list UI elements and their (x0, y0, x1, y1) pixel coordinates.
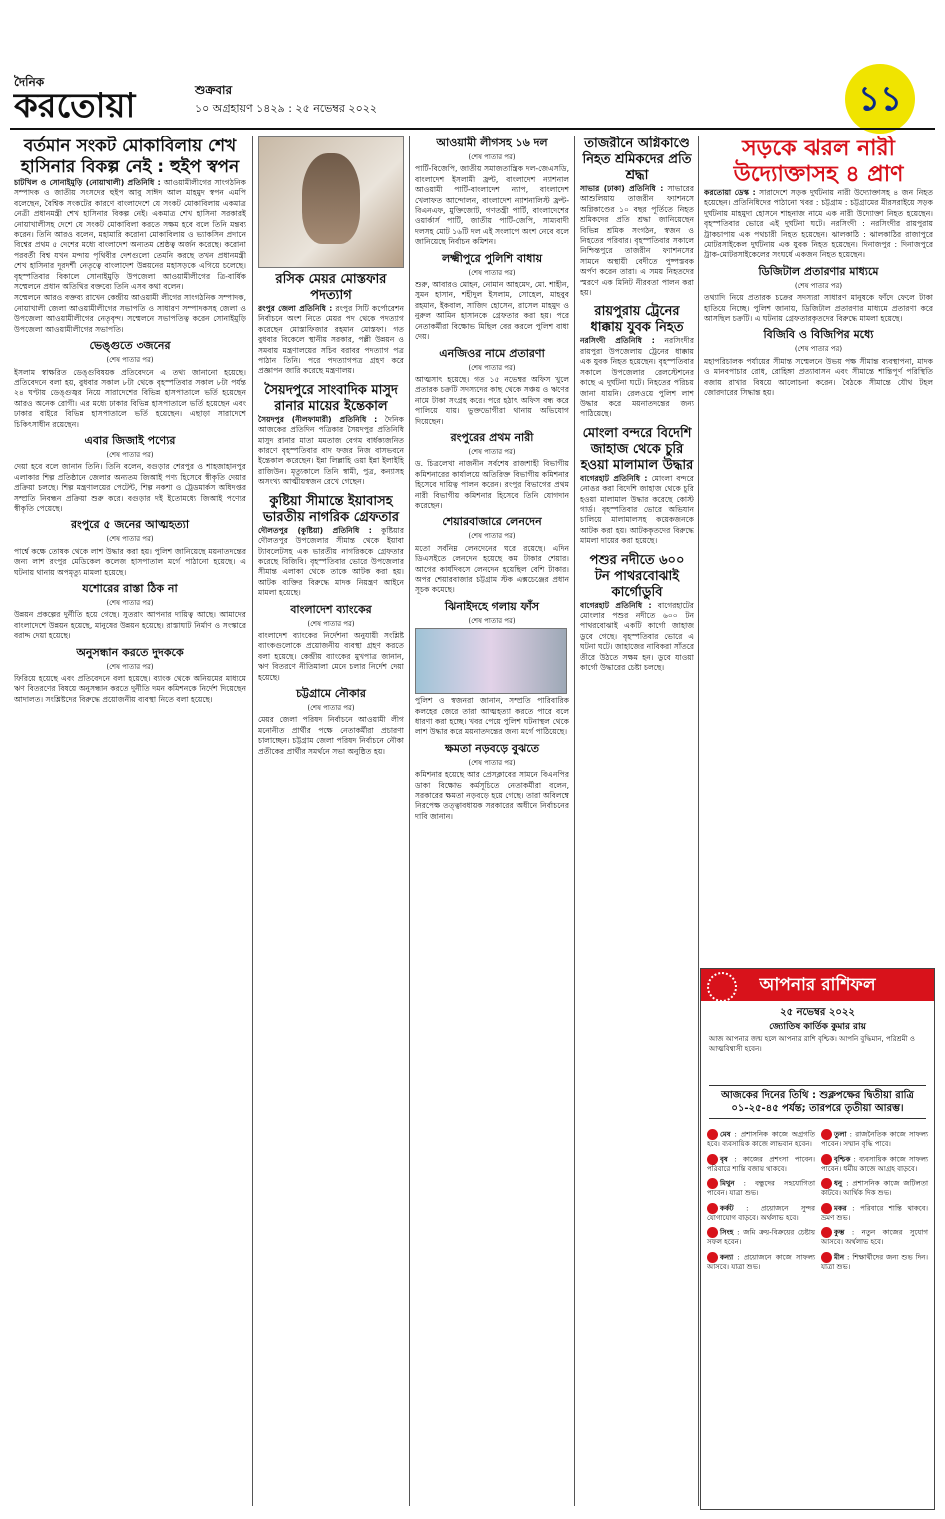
byline: রংপুর জেলা প্রতিনিধি : (258, 304, 333, 313)
aries-icon (707, 1129, 718, 1140)
sign-item: মেষ : প্রশাসনিক কাজে অগ্রগতি হবে। ব্যবসায়িক কাজে লাভবান হবেন। (707, 1130, 816, 1148)
weekday: শুক্রবার (195, 83, 233, 97)
sagittarius-icon (821, 1178, 832, 1189)
article-body: সাভারের আশুলিয়ায় তাজরীন ফ্যাশনসে অগ্নিকাণ্ডের ১০ বছর পূর্তিতে নিহত শ্রমিকদের প্রতি শ্রদ্ধা জানিয়েছেন বিভিন্ন শ্রমিক সংগঠন, স্বজন ও নিহতের পরিবার। বৃহস্পতিবার সকালে নিশ্চিন্তপুরে তাজরীন ফ্যাশনসের সামনে অস্থায়ী বেদীতে পুষ্পস্তবক অর্পণ করেন তারা। এ সময় নিহতদের স্মরণে এক মিনিট নীরবতা পালন করা হয়। (580, 184, 694, 298)
column-divider (409, 136, 410, 1506)
sign-item: বৃশ্চিক : ব্যবসায়িক কাজে সাফল্য পাবেন। ধর্মীয় কাজে আগ্রহ বাড়বে। (821, 1155, 929, 1173)
zodiac-wheel-icon (707, 972, 737, 1002)
portrait-figure (302, 153, 360, 244)
continued-label: (শেষ পাতার পর) (468, 363, 516, 372)
article-body: ড. চিত্রলেখা নাজনীন সর্বশেষ রাজশাহী বিভাগীয় কমিশনারের কার্যালয়ে অতিরিক্ত বিভাগীয় কমিশনার হিসেবে দায়িত্ব পালন করেন। রংপুর বিভাগের প্রথম নারী বিভাগীয় কমিশনার হিসেবে তিনি যোগদান করেছেন। (415, 459, 569, 510)
subhead-gi-product: এবার জিজাই পণ্যের (84, 433, 176, 447)
article-body: দৈনিক আজকের প্রতিদিন পত্রিকার সৈয়দপুর প্রতিনিধি মাসুদ রানার মাতা মমতাজ বেগম বার্ধক্যজনিত কারণে বৃহস্পতিবার বাদ ফজর নিজ বাসভবনে ইন্তেকাল করেছেন। ইন্না লিল্লাহি ওয়া ইন্না ইলাইহি রাজিউন। মৃত্যুকালে তিনি স্বামী, পুত্র, কন্যাসহ অসংখ্য আত্মীয়স্বজন রেখে গেছেন। (258, 414, 404, 487)
subhead-jhenaidah: ঝিনাইদহে গলায় ফাঁস (444, 599, 540, 613)
sign-item: সিংহ : জমি ক্রয়-বিক্রয়ের চেষ্টায় সফল হবেন। (707, 1228, 815, 1246)
column-divider (574, 136, 575, 1506)
horoscope-author: জ্যোতিষ কার্তিক কুমার রায় (769, 1022, 866, 1032)
horoscope-title: আপনার রাশিফল (759, 975, 876, 995)
subhead-laxmipur-police: লক্ষ্মীপুরে পুলিশি বাধায় (441, 251, 543, 265)
byline: বাগেরহাট প্রতিনিধি : (580, 600, 652, 610)
headline-raipura-train: রায়পুরায় ট্রেনের ধাক্কায় যুবক নিহত (590, 304, 684, 336)
masthead-rule (10, 128, 935, 130)
sign-item: মকর : পরিবারে শান্তি থাকবে। ভ্রমণ শুভ। (821, 1204, 928, 1222)
article-body: আওয়ামীলীগের সাংগঠনিক সম্পাদক ও জাতীয় সংসদের হুইপ আবু সাঈদ আল মাহমুদ স্বপন এমপি বলেছেন, বৈশ্বিক সংকটের কারণে বাংলাদেশে যে সংকট মোকাবিলায় একমাত্র নেত্রী প্রধানমন্ত্রী শেখ হাসিনার বিকল্প নেই। একমাত্র শেখ হাসিনা সরকারই নোয়াখালীসহ দেশে যে সংকট মোকাবিলা করতে সক্ষম হবে বলে তিনি মন্তব্য করেন। তিনি আরও বলেন, মহামারি করোনা মোকাবিলায় ও ভ্যাকসিন প্রদানে বিশ্বের প্রথম ৫ দেশের মধ্যে বাংলাদেশ অন্যতম শ্রেষ্ঠত্ব অর্জন করেছে। করোনা পরবর্তী বিশ্ব যখন মন্দায় পৃথিবীর দেশগুলো তেমনি করছে তখন প্রধানমন্ত্রী শেখ হাসিনার দূরদর্শী নেতৃত্বে বাংলাদেশ উন্নয়নের মহাসড়কে এগিয়ে চলেছে। বৃহস্পতিবার বিকালে সোনাইমুড়ি উপজেলা আওয়ামীলীগের ত্রি-বার্ষিক সম্মেলনে প্রধান অতিথির বক্তব্যে তিনি এসব কথা বলেন। (14, 178, 246, 292)
article-body: বাংলাদেশ ব্যাংকের নির্দেশনা অনুযায়ী সংশ্লিষ্ট ব্যাংকগুলোকে প্রয়োজনীয় ব্যবস্থা গ্রহণ করতে বলা হয়েছে। কেন্দ্রীয় ব্যাংকের মুখপাত্র জানান, ঋণ বিতরণে নীতিমালা মেনে চলার নির্দেশ দেয়া হয়েছে। (258, 630, 404, 682)
scorpio-icon (821, 1154, 832, 1165)
article-body: পার্শ্বে কক্ষে তোষক থেকে লাশ উদ্ধার করা হয়। পুলিশ জানিয়েছে ময়নাতদন্তের জন্য লাশ রংপুর মেডিকেল কলেজ হাসপাতাল মর্গে পাঠানো হয়েছে। এ ঘটনায় থানায় অপমৃত্যু মামলা হয়েছে। (14, 546, 246, 577)
byline: সাভার (ঢাকা) প্রতিনিধি : (580, 184, 664, 193)
column-divider (252, 136, 253, 1506)
continued-label: (শেষ পাতার পর) (307, 703, 355, 712)
sign-item: মিথুন : বন্ধুদের সহযোগিতা পাবেন। যাত্রা শুভ। (707, 1179, 816, 1197)
continued-label: (শেষ পাতার পর) (794, 281, 843, 290)
continued-label: (শেষ পাতার পর) (106, 356, 154, 365)
byline: সৈয়দপুর (নীলফামারী) প্রতিনিধি : (258, 414, 378, 424)
issue-date: ১০ অগ্রহায়ণ ১৪২৯ : ২৫ নভেম্বর ২০২২ (195, 102, 378, 115)
headline-hasina: বর্তমান সংকট মোকাবিলায় শেখ হাসিনার বিকল্প নেই : হুইপ স্বপন (20, 136, 240, 177)
article-body: তথ্যাদি নিয়ে প্রতারক চক্রের সদস্যরা সাধারণ মানুষকে ফাঁদে ফেলে টাকা হাতিয়ে নিচ্ছে। পুলিশ জানায়, ডিজিটাল প্রতারণার মাধ্যমে প্রতারণা করে আসছিল চক্রটি। এ ঘটনায় গ্রেফতারকৃতদের বিরুদ্ধে মামলা হয়েছে। (704, 293, 933, 324)
newspaper-logo (10, 72, 180, 130)
continued-label: (শেষ পাতার পর) (794, 345, 843, 354)
horoscope-signs-left (707, 1129, 815, 1499)
continued-label: (শেষ পাতার পর) (106, 535, 154, 544)
subhead-acc: অনুসন্ধান করতে দুদককে (76, 645, 184, 659)
logo-small-text: দৈনিক (14, 75, 45, 89)
leo-icon (707, 1227, 718, 1238)
subhead-bgb-bgp: বিজিবি ও বিজিপির মধ্যে (763, 328, 874, 342)
subhead-rangpur-suicide: রংপুরে ৫ জনের আত্মহত্যা (70, 518, 190, 532)
subhead-dengue: ভেঙ্গুতে ৩জনের (89, 339, 171, 353)
article-body: সারাদেশে সড়ক দুর্ঘটনায় নারী উদ্যোক্তাসহ ৪ জন নিহত হয়েছেন। প্রতিনিধিদের পাঠানো খবর : চট্টগ্রাম : চট্টগ্রামের মীরসরাইয়ে সড়ক দুর্ঘটনায় মাহমুদা হোসনে শাহনাজ নামে এক নারী উদ্যোক্তা নিহত হয়েছেন। বৃহস্পতিবার ভোরে এই দুর্ঘটনা ঘটে। নরসিংদী : নরসিংদীর রায়পুরায় ট্রাকচাপায় এক পথচারী নিহত হয়েছেন। ঝালকাঠি : ঝালকাঠির রাজাপুরে মোটরসাইকেল দুর্ঘটনায় এক যুবক নিহত হয়েছেন। দিনাজপুর : দিনাজপুরে ট্রাক-মোটরসাইকেলের সংঘর্ষে একজন নিহত হয়েছেন। (704, 188, 933, 260)
subhead-digital-fraud: ডিজিটাল প্রতারণার মাধ্যমে (758, 264, 879, 278)
article-body: মেয়র জেলা পরিষদ নির্বাচনে আওয়ামী লীগ মনোনীত প্রার্থীর পক্ষে নেতাকর্মীরা প্রচারণা চালাচ্ছেন। চট্টগ্রাম জেলা পরিষদ নির্বাচনে নৌকা প্রতীকের প্রার্থীর সমর্থনে সভা অনুষ্ঠিত হয়। (258, 715, 404, 756)
logo-title: করতোয়া (14, 86, 136, 126)
article-body: নরসিংদীর রায়পুরা উপজেলায় ট্রেনের ধাক্কায় এক যুবক নিহত হয়েছেন। বৃহস্পতিবার সকালে উপজেলার রেলস্টেশনের কাছে এ দুর্ঘটনা ঘটে। নিহতের পরিচয় জানা যায়নি। রেলওয়ে পুলিশ লাশ উদ্ধার করে ময়নাতদন্তের জন্য পাঠিয়েছে। (580, 336, 694, 419)
sign-item: ধনু : প্রশাসনিক কাজে জটিলতা কাটবে। আর্থিক দিক শুভ। (821, 1179, 928, 1197)
article-body: ইসলাম স্বাক্ষরিত ডেঙ্গুবিষয়ক প্রতিবেদনে এ তথ্য জানানো হয়েছে। প্রতিবেদনে বলা হয়, বুধবার সকাল ৮টা থেকে বৃহস্পতিবার সকাল ৮টা পর্যন্ত ২৪ ঘণ্টায় ডেঙ্গুজ্বর নিয়ে সারাদেশের বিভিন্ন হাসপাতালে ভর্তি হয়েছেন আরও অনেক রোগী। এর মধ্যে ঢাকার বিভিন্ন হাসপাতালে ভর্তি হয়েছেন এবং ঢাকার বাইরে বিভিন্ন হাসপাতালে ভর্তি হয়েছেন। এছাড়া সারাদেশে চিকিৎসাধীন রয়েছেন। (14, 367, 246, 429)
subhead-jessore-road: যশোরের রাস্তা ঠিক না (82, 582, 178, 595)
horoscope-header (701, 969, 934, 1001)
column-4 (580, 136, 694, 1508)
headline-tazreen: তাজরীনে অগ্নিকাণ্ডে নিহত শ্রমিকদের প্রতি শ্রদ্ধা (582, 136, 692, 183)
article-body: বাগেরহাটের মোংলার পশুর নদীতে ৬০০ টন পাথরবোঝাই একটি কার্গো জাহাজ ডুবে গেছে। বৃহস্পতিবার ভোরে এ ঘটনা ঘটে। জাহাজের নাবিকরা সাঁতরে তীরে উঠতে সক্ষম হন। ডুবে যাওয়া কার্গো উদ্ধারের চেষ্টা চলছে। (580, 600, 694, 672)
article-body: মতো সর্বনিম্ন লেনদেনের ঘরে রয়েছে। এদিন ডিএসইতে লেনদেন হয়েছে কম টাকার শেয়ার। আগের কার্যদিবসে লেনদেন হয়েছিল বেশি টাকার। অপর শেয়ারবাজার চট্টগ্রাম স্টক এক্সচেঞ্জের প্রধান সূচক কমেছে। (415, 543, 569, 595)
cancer-icon (707, 1203, 718, 1214)
article-body: সম্মেলনে আরও বক্তব্য রাখেন কেন্দ্রীয় আওয়ামী লীগের সাংগঠনিক সম্পাদক, নোয়াখালী জেলা আওয়ামীলীগের সভাপতি ও সাধারণ সম্পাদকসহ জেলা ও উপজেলা আওয়ামীলীগের নেতৃবৃন্দ। সম্মেলনে সভাপতিত্ব করেন সোনাইমুড়ি উপজেলা আওয়ামীলীগের সভাপতি। (14, 293, 246, 334)
subhead-ngo-fraud: এনজিওর নামে প্রতারণা (439, 346, 545, 360)
libra-icon (821, 1129, 832, 1140)
sign-item: কন্যা : প্রয়োজনে কাজে সাফল্য আসবে। যাত্রা শুভ। (707, 1253, 815, 1271)
article-body: পার্টি-বিজেপি, জাতীয় সমাজতান্ত্রিক দল-জেএসডি, বাংলাদেশ ইসলামী ফ্রন্ট, বাংলাদেশ ন্যাশনাল আওয়ামী পার্টি-বাংলাদেশ ন্যাপ, বাংলাদেশ খেলাফত আন্দোলন, বাংলাদেশ ন্যাশনালিস্ট ফ্রন্ট-বিএনএফ, মুক্তিজোট, গণতন্ত্রী পার্টি, বাংলাদেশের ওয়ার্কার্স পার্টি, জাতীয় পার্টি-জেপি, সাম্যবাদী দলসহ মোট ১৬টি দল এই সংলাপে অংশ নেবে বলে জানিয়েছে নির্বাচন কমিশন। (415, 164, 569, 247)
continued-label: (শেষ পাতার পর) (468, 532, 516, 541)
horoscope-box (700, 968, 935, 1510)
article-body: ফিরিয়ে হয়েছে এবং প্রতিবেদনে বলা হয়েছে। ব্যাংক থেকে অনিয়মের মাধ্যমে ঋণ বিতরণের বিষয়ে অনুসন্ধান করতে দুর্নীতি দমন কমিশনকে নির্দেশ দিয়েছেন আদালত। সংশ্লিষ্টদের বিরুদ্ধে প্রয়োজনীয় ব্যবস্থা নিতে বলা হয়েছে। (14, 674, 246, 704)
sign-item: মীন : শিক্ষার্থীদের জন্য শুভ দিন। যাত্রা শুভ। (821, 1253, 928, 1271)
couple-photo (415, 628, 567, 694)
article-body: মোংলা বন্দরে নোঙর করা বিদেশি জাহাজ থেকে চুরি হওয়া মালামাল উদ্ধার করেছে কোস্ট গার্ড। বৃহস্পতিবার ভোরে অভিযান চালিয়ে মালামালসহ কয়েকজনকে আটক করা হয়। আটককৃতদের বিরুদ্ধে মামলা দায়ের করা হয়েছে। (580, 473, 694, 546)
article-body: মহাপরিচালক পর্যায়ের সীমান্ত সম্মেলনে উভয় পক্ষ সীমান্ত ব্যবস্থাপনা, মাদক ও মানবপাচার রোধ, রোহিঙ্গা প্রত্যাবাসন এবং সীমান্তে শান্তিপূর্ণ পরিস্থিতি বজায় রাখার বিষয়ে আলোচনা করেন। বৈঠকে সীমান্তে যৌথ টহল জোরদারের সিদ্ধান্ত হয়। (704, 356, 933, 398)
continued-label: (শেষ পাতার পর) (106, 450, 154, 459)
headline-journalist-mother: সৈয়দপুরে সাংবাদিক মাসুদ রানার মায়ের ইন্তেকাল (264, 382, 398, 414)
column-3 (415, 136, 569, 1508)
article-body: কুষ্টিয়ার দৌলতপুর উপজেলার সীমান্ত থেকে ইয়াবা ট্যাবলেটসহ এক ভারতীয় নাগরিককে গ্রেফতার করেছে বিজিবি। বৃহস্পতিবার ভোরে উপজেলার সীমান্ত এলাকা থেকে তাকে আটক করা হয়। আটক ব্যক্তির বিরুদ্ধে মাদক নিয়ন্ত্রণ আইনে মামলা হয়েছে। (258, 525, 404, 598)
byline: বাগেরহাট প্রতিনিধি : (580, 473, 648, 483)
article-body: শুরু, আবারও মোহন, নোমান আহমেদ, মো. শাহীন, সুমন হাসান, শহীদুল ইসলাম, সোহেল, মাহবুব রহমান, ইকবাল, সাজিদ হোসেন, রাসেল মাহমুদ ও নুরুল আমিন হাসানকে গ্রেফতার করা হয়। পরে নেতাকর্মীরা বিক্ষোভ মিছিল বের করলে পুলিশ বাধা দেয়। (415, 280, 569, 342)
continued-label: (শেষ পাতার পর) (106, 662, 154, 671)
headline-awami-league-16: আওয়ামী লীগসহ ১৬ দল (436, 136, 548, 149)
byline: দৌলতপুর (কুষ্টিয়া) প্রতিনিধি : (258, 525, 372, 535)
headline-road-accident: সড়কে ঝরল নারী উদ্যোক্তাসহ ৪ প্রাণ (733, 136, 904, 187)
sign-item: বৃষ : কাজের প্রশংসা পাবেন। পরিবারে শান্তি বজায় থাকবে। (707, 1155, 815, 1173)
horoscope-signs-right (821, 1129, 928, 1499)
continued-label: (শেষ পাতার পর) (468, 153, 516, 161)
subhead-bangladesh-bank: বাংলাদেশ ব্যাংকের (290, 602, 372, 616)
continued-label: (শেষ পাতার পর) (468, 268, 516, 277)
horoscope-date: ২৫ নভেম্বর ২০২২ (780, 1007, 855, 1018)
aquarius-icon (821, 1227, 832, 1238)
mayor-photo (258, 136, 404, 268)
column-5 (704, 136, 933, 962)
headline-mayor-resign: রসিক মেয়র মোস্তফার পদত্যাগ (275, 272, 387, 303)
continued-label: (শেষ পাতার পর) (307, 619, 355, 628)
page-number-badge: ১১ (845, 64, 915, 134)
column-2 (258, 136, 404, 1508)
article-body: উন্নয়ন প্রকল্পের দুর্নীতি হয়ে গেছে। সুতরাং আপনার দায়িত্ব আছে। আমাদের বাংলাদেশে উন্নয়ন হয়েছে, মানুষের উন্নয়ন হয়েছে। রাস্তাঘাট নির্মাণ ও সংস্কারে বরাদ্দ দেয়া হয়েছে। (14, 610, 246, 641)
article-body: কমিশনার হয়েছে আর প্রেসক্লাবের সামনে বিএনপির ডাকা বিক্ষোভ কর্মসূচিতে নেতাকর্মীরা বলেন, সরকারের ক্ষমতা নড়বড়ে হয়ে গেছে। তারা অবিলম্বে নিরপেক্ষ তত্ত্বাবধায়ক সরকারের অধীনে নির্বাচনের দাবি জানান। (415, 770, 569, 821)
sign-item: কর্কট : প্রয়োজনে সুন্দর যোগাযোগ বাড়বে। অর্থলাভ হবে। (707, 1204, 816, 1222)
headline-kushtia-border: কুষ্টিয়া সীমান্তে ইয়াবাসহ ভারতীয় নাগরিক গ্রেফতার (263, 493, 399, 525)
virgo-icon (707, 1252, 718, 1263)
article-body: রংপুর সিটি কর্পোরেশন নির্বাচনে অংশ নিতে মেয়র পদ থেকে পদত্যাগ করেছেন মোস্তাফিজার রহমান মোস্তফা। গত বুধবার বিকেলে স্থানীয় সরকার, পল্লী উন্নয়ন ও সমবায় মন্ত্রণালয়ের সচিব বরাবর পদত্যাগ পত্র পাঠান তিনি। পরে পদত্যাগপত্র গ্রহণ করে প্রজ্ঞাপন জারি করেছে মন্ত্রণালয়। (258, 304, 404, 376)
taurus-icon (707, 1154, 718, 1165)
gemini-icon (707, 1178, 718, 1189)
pisces-icon (821, 1252, 832, 1263)
horoscope-intro: আজ আপনার জন্ম হলে আপনার রাশি বৃশ্চিক। আপনি বুদ্ধিমান, পরিশ্রমী ও আত্মবিশ্বাসী হবেন। (709, 1035, 915, 1053)
continued-label: (শেষ পাতার পর) (106, 599, 154, 607)
subhead-rangpur-first-woman: রংপুরের প্রথম নারী (450, 430, 534, 444)
subhead-chattogram-boat: চট্টগ্রামে নৌকার (296, 686, 366, 700)
sign-item: কুম্ভ : নতুন কাজের সুযোগ আসবে। অর্থলাভ হবে। (821, 1228, 928, 1246)
headline-mongla-theft: মোংলা বন্দরে বিদেশি জাহাজ থেকে চুরি হওয়া মালামাল উদ্ধার (580, 425, 694, 473)
masthead (0, 0, 945, 126)
column-1 (14, 136, 246, 1508)
byline: চাটখিল ও সোনাইমুড়ি (নোয়াখালী) প্রতিনিধি : (14, 178, 161, 187)
continued-label: (শেষ পাতার পর) (468, 758, 516, 767)
subhead-power-shaky: ক্ষমতা নড়বড়ে বুঝতে (444, 741, 540, 755)
byline: নরসিংদী প্রতিনিধি : (580, 336, 655, 346)
article-body: দেয়া হবে বলে জানান তিনি। তিনি বলেন, বগুড়ার শেরপুর ও শাহজাহানপুর এলাকার শিল্প প্রতিষ্ঠানে জেলার অন্যতম জিআই পণ্য হিসেবে স্বীকৃতি দেয়ার প্রক্রিয়া চলছে। শিল্প মন্ত্রণালয়ের পেটেন্ট, শিল্প নকশা ও ট্রেডমার্কস অধিদপ্তর সম্প্রতি নিবন্ধন প্রক্রিয়া শুরু করে। বগুড়ার দই ইতোমধ্যে জিআই পণ্যের স্বীকৃতি পেয়েছে। (14, 462, 246, 513)
sign-item: তুলা : রাজনৈতিক কাজে সাফল্য পাবেন। সম্মান বৃদ্ধি পাবে। (821, 1130, 928, 1148)
column-divider (698, 136, 699, 1506)
tithi-line: আজকের দিনের তিথি : শুক্লপক্ষের দ্বিতীয়া রাত্রি ০১-২৫-৪৫ পর্যন্ত; তারপরে তৃতীয়া আরম্ভ। (709, 1085, 926, 1119)
capricorn-icon (821, 1203, 832, 1214)
byline: করতোয়া ডেস্ক : (704, 188, 756, 197)
continued-label: (শেষ পাতার পর) (468, 616, 516, 625)
continued-label: (শেষ পাতার পর) (468, 447, 516, 456)
headline-pashur-cargo: পশুর নদীতে ৬০০ টন পাথরবোঝাই কার্গোডুবি (589, 552, 685, 600)
subhead-share-market: শেয়ারবাজারে লেনদেন (442, 515, 542, 529)
article-body: আত্মসাৎ হয়েছে। গত ১৫ নভেম্বর অফিস খুলে প্রতারক চক্রটি সদস্যদের কাছ থেকে সঞ্চয় ও ঋণের নামে টাকা সংগ্রহ করে। পরে হঠাৎ অফিস বন্ধ করে পালিয়ে যায়। ভুক্তভোগীরা থানায় অভিযোগ দিয়েছেন। (415, 374, 569, 426)
article-body: পুলিশ ও স্বজনরা জানান, সম্প্রতি পারিবারিক কলহের জেরে তারা আত্মহত্যা করতে পারে বলে ধারণা করা হচ্ছে। খবর পেয়ে পুলিশ ঘটনাস্থল থেকে লাশ উদ্ধার করে ময়নাতদন্তের জন্য মর্গে পাঠিয়েছে। (415, 696, 569, 737)
